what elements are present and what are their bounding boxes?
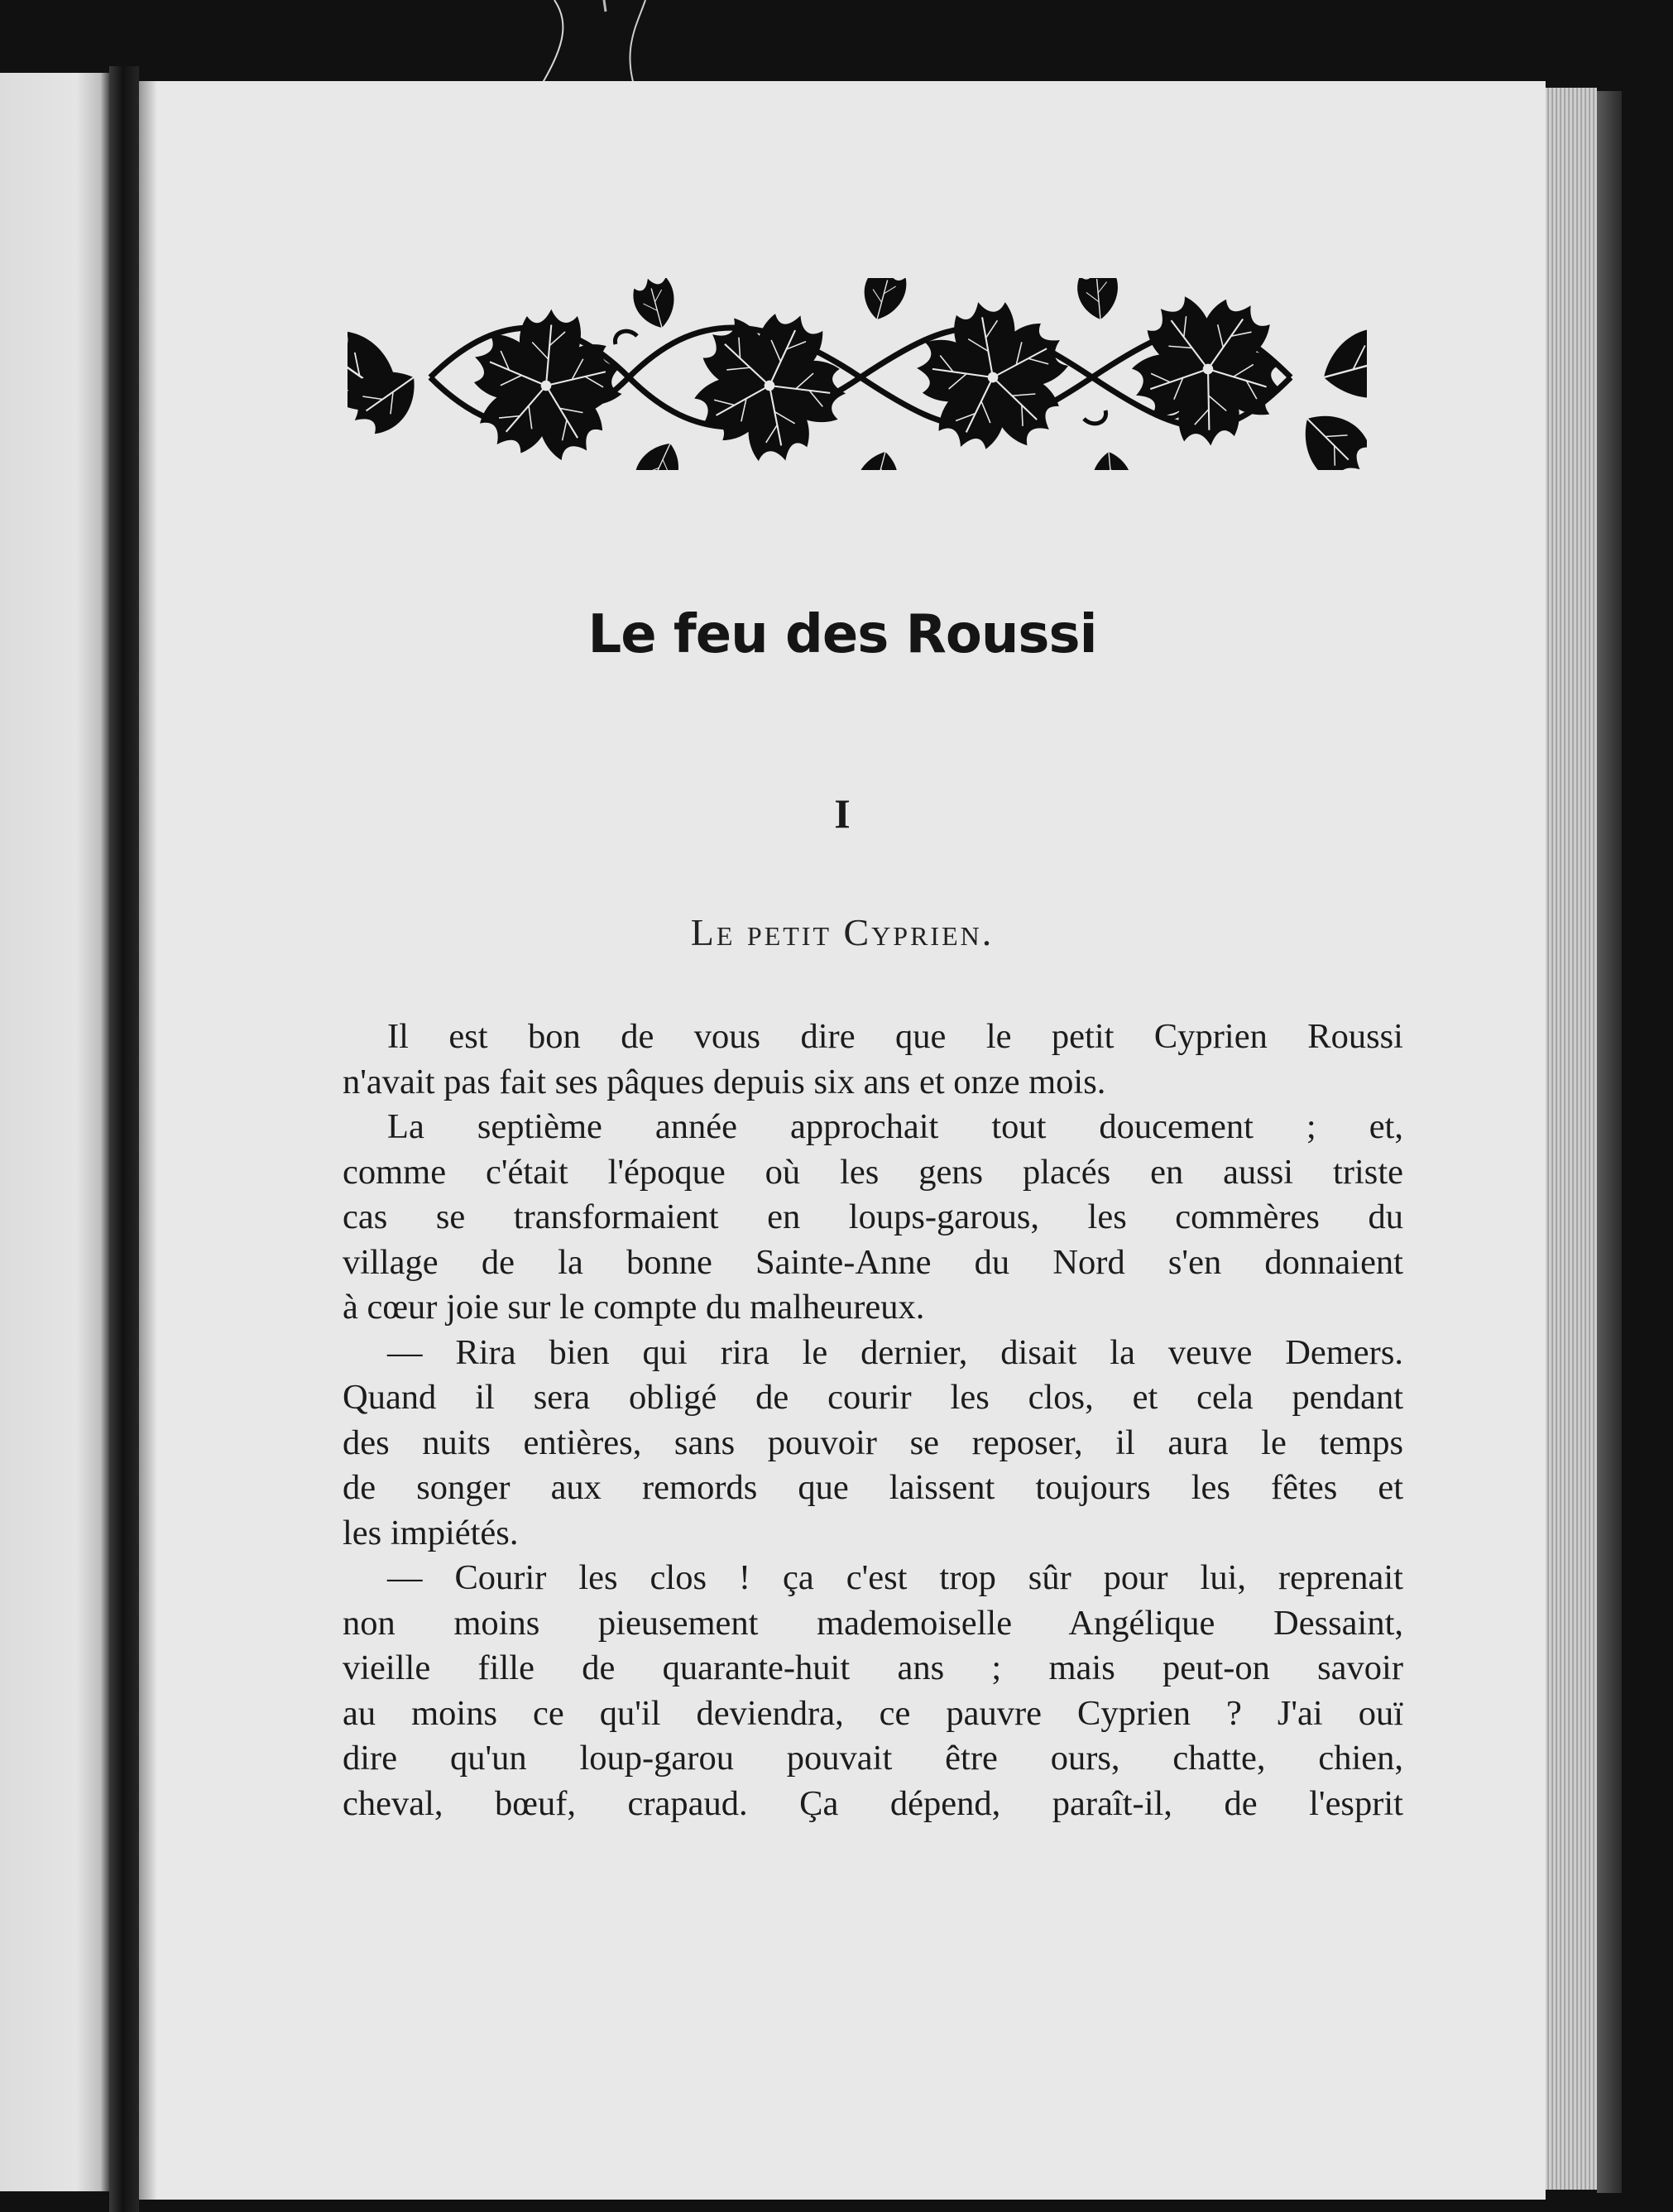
text-line: Il est bon de vous dire que le petit Cyprien Roussi (387, 1017, 1403, 1056)
text-line: non moins pieusement mademoiselle Angélique Dessaint, (343, 1603, 1403, 1643)
paragraph (343, 1331, 1403, 1557)
text-line: cas se transformaient en loups-garous, les commères du (343, 1197, 1403, 1236)
text-line: les impiétés. (343, 1513, 519, 1552)
book-gutter (109, 66, 139, 2212)
chapter-number: I (834, 790, 851, 837)
text-line: à cœur joie sur le compte du malheureux. (343, 1288, 925, 1327)
text-line: cheval, bœuf, crapaud. Ça dépend, paraît-il, de l'esprit (343, 1783, 1403, 1823)
left-page-edge (0, 73, 109, 2191)
text-line: Quand il sera obligé de courir les clos, et cela pendant (343, 1378, 1403, 1417)
page-title: Le feu des Roussi (587, 604, 1097, 665)
chapter-body-text (343, 1015, 1403, 1826)
text-line: village de la bonne Sainte-Anne du Nord s'en donnaient (343, 1242, 1403, 1282)
page-binding-shadow (139, 81, 157, 2200)
chapter-title: Le petit Cyprien. (690, 911, 995, 953)
paragraph (343, 1556, 1403, 1826)
text-line: comme c'était l'époque où les gens placés en aussi triste (343, 1152, 1403, 1192)
text-line: dire qu'un loup-garou pouvait être ours, chatte, chien, (343, 1739, 1403, 1778)
paragraph (343, 1105, 1403, 1331)
text-line: — Rira bien qui rira le dernier, disait la veuve Demers. (387, 1332, 1403, 1372)
leaf-vine-ornament (348, 278, 1367, 470)
text-line: des nuits entières, sans pouvoir se reposer, il aura le temps (343, 1423, 1403, 1462)
text-line: de songer aux remords que laissent toujours les fêtes et (343, 1468, 1403, 1507)
text-line: n'avait pas fait ses pâques depuis six ans et onze mois. (343, 1062, 1106, 1101)
text-line: au moins ce qu'il deviendra, ce pauvre Cyprien ? J'ai ouï (343, 1693, 1403, 1733)
page-stack-edges (1546, 88, 1597, 2190)
text-line: vieille fille de quarante-huit ans ; mais peut-on savoir (343, 1648, 1403, 1687)
book-cover-edge (1597, 91, 1622, 2193)
paragraph (343, 1015, 1403, 1105)
text-line: La septième année approchait tout doucement ; et, (387, 1107, 1403, 1146)
text-line: — Courir les clos ! ça c'est trop sûr pour lui, reprenait (387, 1558, 1403, 1597)
